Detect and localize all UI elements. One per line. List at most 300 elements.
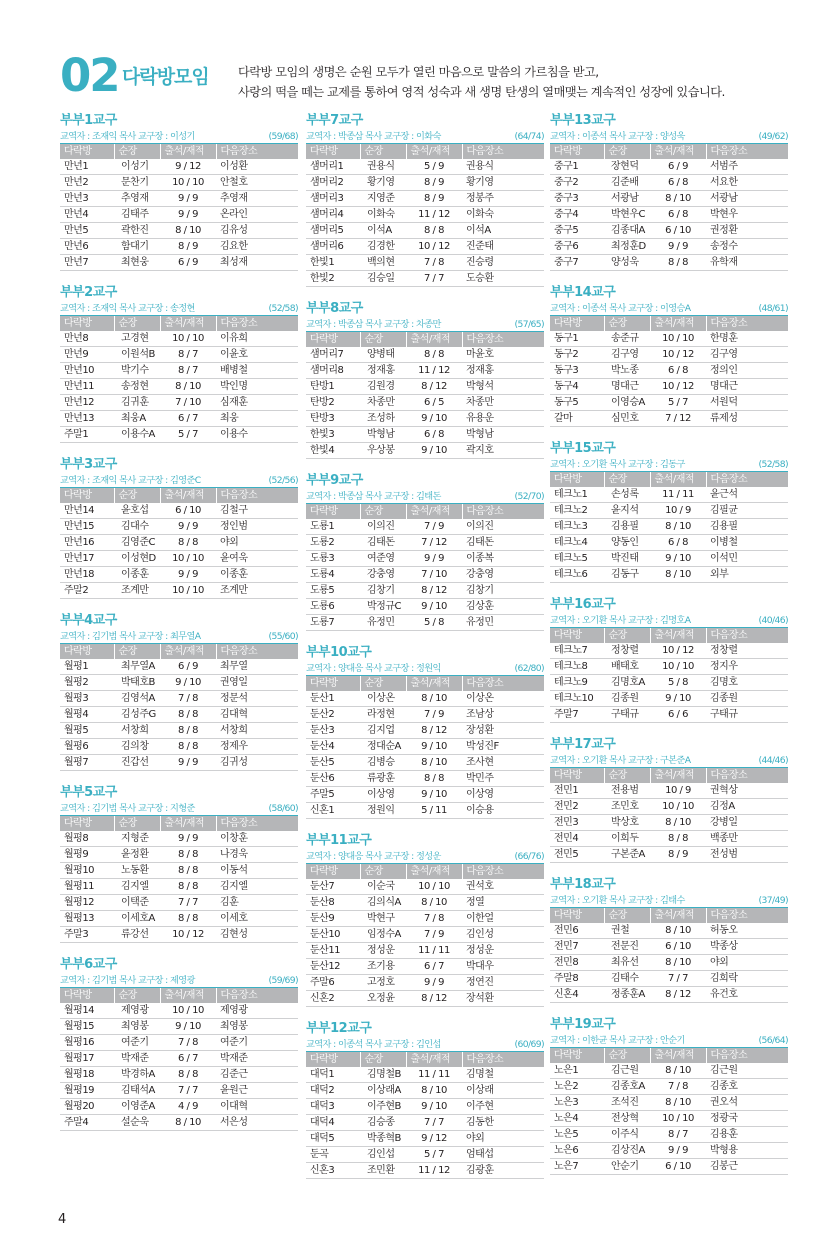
description-line: 다락방 모임의 생명은 순원 모두가 열린 마음으로 말씀의 가르침을 받고,: [238, 65, 599, 79]
table-cell: 박현구: [360, 911, 406, 927]
table-cell: 10 / 10: [406, 879, 462, 895]
table-cell: 9 / 9: [160, 207, 216, 223]
group-info: [306, 489, 544, 504]
column-header: 출석/재적: [406, 144, 462, 159]
table-cell: 8 / 10: [406, 691, 462, 707]
table-body: [60, 331, 298, 443]
table-cell: 김의식A: [360, 895, 406, 911]
table-row: [550, 395, 788, 411]
table-cell: 7 / 8: [160, 691, 216, 707]
group-staff: 교역자 : 양대응 목사 교구장 : 정성운: [306, 851, 441, 862]
column-header: 순장: [604, 316, 650, 331]
table-cell: 야외: [706, 955, 788, 971]
column-header: 다락방: [60, 644, 114, 659]
table-cell: 최영봉: [114, 1019, 160, 1035]
table-cell: 7 / 7: [406, 1115, 462, 1131]
table-cell: 명대근: [706, 379, 788, 395]
group-info: [550, 1033, 788, 1048]
table-cell: 8 / 8: [406, 347, 462, 363]
column-header: 다음장소: [706, 628, 788, 643]
table-body: [60, 159, 298, 271]
table-cell: 전민1: [550, 783, 604, 799]
table-cell: 10 / 10: [160, 583, 216, 599]
table-cell: 서창희: [216, 723, 298, 739]
table-cell: 월평17: [60, 1051, 114, 1067]
table-cell: 8 / 10: [160, 379, 216, 395]
table-header: [550, 768, 788, 783]
group-info: [60, 629, 298, 644]
column-header: 다락방: [550, 144, 604, 159]
table-cell: 정제우: [216, 739, 298, 755]
table-cell: 김정A: [706, 799, 788, 815]
table-body: [60, 659, 298, 771]
table-cell: 둔산3: [306, 723, 360, 739]
table-row: [550, 783, 788, 799]
table-cell: 김성주G: [114, 707, 160, 723]
table-cell: 김종호: [706, 1079, 788, 1095]
table-cell: 김용필: [604, 519, 650, 535]
table-cell: 김영석A: [114, 691, 160, 707]
group-attendance-total: (48/61): [758, 303, 788, 314]
table-cell: 조계만: [114, 583, 160, 599]
table-cell: 9 / 10: [160, 1019, 216, 1035]
header-row: [306, 504, 544, 519]
table-cell: 박재준: [216, 1051, 298, 1067]
table-row: [550, 379, 788, 395]
table-cell: 둔곡: [306, 1147, 360, 1163]
table-cell: 강충영: [462, 567, 544, 583]
group-title: 부부17교구: [550, 737, 616, 752]
table-cell: 샘머리8: [306, 363, 360, 379]
table-cell: 김인성: [462, 927, 544, 943]
table-cell: 이석A: [360, 223, 406, 239]
table-cell: 박현우C: [604, 207, 650, 223]
column-header: 출석/재적: [406, 332, 462, 347]
table-cell: 최웅: [216, 411, 298, 427]
group-block: [550, 284, 788, 427]
table-cell: 10 / 9: [650, 503, 706, 519]
table-cell: 중구3: [550, 191, 604, 207]
table-cell: 김승종: [360, 1115, 406, 1131]
table-cell: 9 / 9: [160, 519, 216, 535]
group-title: 부부1교구: [60, 113, 117, 128]
table-cell: 김근원: [706, 1063, 788, 1079]
table-cell: 문찬기: [114, 175, 160, 191]
table-cell: 김병승: [360, 755, 406, 771]
table-cell: 7 / 7: [160, 895, 216, 911]
table-cell: 진갑선: [114, 755, 160, 771]
table-cell: 윤근석: [706, 487, 788, 503]
table-cell: 송준규: [604, 331, 650, 347]
table-cell: 테크노6: [550, 567, 604, 583]
column-header: 출석/재적: [650, 144, 706, 159]
table-row: [60, 223, 298, 239]
table-row: [550, 939, 788, 955]
table-row: [60, 1051, 298, 1067]
table-cell: 서광남: [706, 191, 788, 207]
table-cell: 월평4: [60, 707, 114, 723]
table-cell: 추영재: [216, 191, 298, 207]
table-row: [60, 659, 298, 675]
table-cell: 이윤호: [216, 347, 298, 363]
table-cell: 서범주: [706, 159, 788, 175]
table-cell: 둔산7: [306, 879, 360, 895]
column-header: 순장: [360, 504, 406, 519]
table-cell: 11 / 12: [406, 207, 462, 223]
table-cell: 김명호: [706, 675, 788, 691]
table-row: [306, 691, 544, 707]
column-header: 출석/재적: [406, 676, 462, 691]
table-row: [306, 395, 544, 411]
table-row: [550, 411, 788, 427]
table-cell: 8 / 8: [650, 255, 706, 271]
table-cell: 한빛2: [306, 271, 360, 287]
table-cell: 최정훈D: [604, 239, 650, 255]
table-cell: 김희락: [706, 971, 788, 987]
section-number: 02: [60, 49, 119, 102]
table-cell: 이창훈: [216, 831, 298, 847]
table-cell: 9 / 10: [406, 739, 462, 755]
table-cell: 마윤호: [462, 347, 544, 363]
table-cell: 5 / 9: [406, 159, 462, 175]
table-cell: 6 / 10: [650, 939, 706, 955]
table-cell: 박성진F: [462, 739, 544, 755]
table-cell: 7 / 12: [406, 535, 462, 551]
group-title: 부부14교구: [550, 285, 616, 300]
table-cell: 신혼4: [550, 987, 604, 1003]
table-row: [306, 1131, 544, 1147]
table-row: [306, 771, 544, 787]
table-cell: 8 / 10: [160, 1115, 216, 1131]
group-attendance-total: (64/74): [514, 131, 544, 142]
group-title: 부부8교구: [306, 301, 363, 316]
table-cell: 8 / 12: [650, 987, 706, 1003]
table-cell: 심민호: [604, 411, 650, 427]
table-row: [306, 363, 544, 379]
table-row: [550, 1127, 788, 1143]
table-cell: 8 / 10: [650, 567, 706, 583]
table-cell: 이종복: [462, 551, 544, 567]
group-table: [550, 144, 788, 271]
table-cell: 조민호: [604, 799, 650, 815]
group-title: 부부6교구: [60, 957, 117, 972]
table-cell: 강병일: [706, 815, 788, 831]
group-attendance-total: (60/69): [514, 1039, 544, 1050]
table-row: [306, 255, 544, 271]
column-header: 다락방: [306, 504, 360, 519]
table-cell: 9 / 9: [160, 191, 216, 207]
group-info: [550, 893, 788, 908]
column-header: 다음장소: [462, 504, 544, 519]
table-cell: 양성욱: [604, 255, 650, 271]
table-row: [550, 815, 788, 831]
table-cell: 박형남: [462, 427, 544, 443]
column-header: 순장: [360, 332, 406, 347]
table-cell: 이상온: [462, 691, 544, 707]
table-row: [306, 535, 544, 551]
group-block: [306, 644, 544, 819]
table-body: [60, 831, 298, 943]
group-block: [60, 284, 298, 443]
header-row: [60, 488, 298, 503]
table-cell: 도룡2: [306, 535, 360, 551]
table-cell: 중구1: [550, 159, 604, 175]
table-row: [306, 207, 544, 223]
column-header: 다락방: [550, 316, 604, 331]
group-staff: 교역자 : 박종삼 목사 교구장 : 김태돈: [306, 491, 441, 502]
table-row: [306, 787, 544, 803]
table-cell: 최영봉: [216, 1019, 298, 1035]
column-header: 순장: [604, 1048, 650, 1063]
table-cell: 샘머리2: [306, 175, 360, 191]
description-line: 사랑의 떡을 떼는 교제를 통하여 영적 성숙과 새 생명 탄생의 열매맺는 계속적인 성장에 있습니다.: [238, 85, 725, 99]
table-cell: 9 / 12: [160, 159, 216, 175]
group-block: [60, 112, 298, 271]
table-cell: 둔산10: [306, 927, 360, 943]
column-header: 순장: [360, 1052, 406, 1067]
table-cell: 만년6: [60, 239, 114, 255]
table-header: [60, 488, 298, 503]
table-header: [306, 1052, 544, 1067]
header-row: [60, 316, 298, 331]
header-row: [306, 332, 544, 347]
table-cell: 동구1: [550, 331, 604, 347]
section-title: 다락방모임: [122, 66, 209, 88]
group-table: [306, 676, 544, 819]
table-cell: 박재준: [114, 1051, 160, 1067]
table-row: [60, 739, 298, 755]
table-cell: 샘머리6: [306, 239, 360, 255]
group-table: [550, 472, 788, 583]
group-block: [306, 832, 544, 1007]
table-row: [60, 255, 298, 271]
table-cell: 9 / 9: [650, 1143, 706, 1159]
table-row: [60, 159, 298, 175]
group-staff: 교역자 : 오기환 목사 교구장 : 김태수: [550, 895, 685, 906]
table-cell: 권정환: [706, 223, 788, 239]
group-table: [550, 908, 788, 1003]
table-row: [306, 583, 544, 599]
table-row: [550, 363, 788, 379]
group-table: [306, 504, 544, 631]
header-row: [550, 316, 788, 331]
table-cell: 중구4: [550, 207, 604, 223]
table-cell: 이원석B: [114, 347, 160, 363]
table-cell: 만년18: [60, 567, 114, 583]
table-cell: 샘머리5: [306, 223, 360, 239]
group-attendance-total: (44/46): [758, 755, 788, 766]
table-cell: 여준기: [114, 1035, 160, 1051]
column-header: 출석/재적: [160, 988, 216, 1003]
table-cell: 정봉주: [462, 191, 544, 207]
table-cell: 7 / 8: [160, 1035, 216, 1051]
table-cell: 주말3: [60, 927, 114, 943]
header-row: [550, 1048, 788, 1063]
table-cell: 월평15: [60, 1019, 114, 1035]
table-row: [60, 707, 298, 723]
table-cell: 8 / 8: [160, 723, 216, 739]
group-staff: 교역자 : 조재익 목사 교구장 : 이성기: [60, 131, 195, 142]
column-header: 출석/재적: [160, 644, 216, 659]
table-row: [550, 239, 788, 255]
table-cell: 5 / 7: [160, 427, 216, 443]
table-cell: 박정규C: [360, 599, 406, 615]
table-row: [306, 1163, 544, 1179]
table-cell: 테크노7: [550, 643, 604, 659]
table-cell: 제영광: [216, 1003, 298, 1019]
table-cell: 구태규: [706, 707, 788, 723]
table-row: [550, 707, 788, 723]
table-cell: 9 / 10: [650, 551, 706, 567]
table-cell: 만년1: [60, 159, 114, 175]
table-cell: 김원경: [360, 379, 406, 395]
group-attendance-total: (52/70): [514, 491, 544, 502]
table-cell: 한명훈: [706, 331, 788, 347]
table-cell: 월평19: [60, 1083, 114, 1099]
group-staff: 교역자 : 양대응 목사 교구장 : 정원익: [306, 663, 441, 674]
column-header: 순장: [360, 676, 406, 691]
table-cell: 박대우: [462, 959, 544, 975]
table-cell: 6 / 9: [650, 159, 706, 175]
column-right: [550, 112, 788, 1188]
table-cell: 김태돈: [462, 535, 544, 551]
table-cell: 대덕2: [306, 1083, 360, 1099]
header-row: [550, 144, 788, 159]
group-table: [306, 144, 544, 287]
table-row: [60, 395, 298, 411]
table-cell: 정인범: [216, 519, 298, 535]
column-header: 순장: [114, 316, 160, 331]
table-body: [550, 159, 788, 271]
column-header: 다음장소: [462, 332, 544, 347]
table-row: [306, 927, 544, 943]
table-row: [60, 691, 298, 707]
table-cell: 9 / 10: [650, 691, 706, 707]
table-row: [306, 223, 544, 239]
table-cell: 10 / 12: [650, 643, 706, 659]
column-header: 출석/재적: [650, 472, 706, 487]
table-cell: 전상혁: [604, 1111, 650, 1127]
table-row: [306, 1115, 544, 1131]
table-cell: 김유성: [216, 223, 298, 239]
table-cell: 정열: [462, 895, 544, 911]
column-header: 출석/재적: [650, 316, 706, 331]
table-header: [60, 988, 298, 1003]
table-cell: 배태호: [604, 659, 650, 675]
table-cell: 한빛4: [306, 443, 360, 459]
table-cell: 만년8: [60, 331, 114, 347]
column-header: 다음장소: [706, 472, 788, 487]
table-cell: 9 / 10: [406, 599, 462, 615]
group-title: 부부2교구: [60, 285, 117, 300]
table-row: [550, 487, 788, 503]
group-title: 부부15교구: [550, 441, 616, 456]
table-cell: 7 / 7: [406, 271, 462, 287]
table-row: [60, 551, 298, 567]
table-row: [550, 1159, 788, 1175]
table-cell: 김준근: [216, 1067, 298, 1083]
table-cell: 도룡4: [306, 567, 360, 583]
group-block: [306, 300, 544, 459]
table-cell: 대덕1: [306, 1067, 360, 1083]
table-cell: 월평13: [60, 911, 114, 927]
table-cell: 전성범: [706, 847, 788, 863]
group-block: [60, 612, 298, 771]
table-cell: 8 / 8: [160, 847, 216, 863]
table-cell: 김귀성: [216, 755, 298, 771]
table-cell: 이한얼: [462, 911, 544, 927]
table-cell: 만년10: [60, 363, 114, 379]
table-cell: 권영일: [216, 675, 298, 691]
column-header: 다음장소: [216, 316, 298, 331]
table-cell: 김요한: [216, 239, 298, 255]
table-cell: 노은2: [550, 1079, 604, 1095]
group-info: [306, 849, 544, 864]
table-cell: 테크노10: [550, 691, 604, 707]
table-cell: 9 / 10: [406, 411, 462, 427]
table-row: [306, 755, 544, 771]
table-cell: 권오석: [706, 1095, 788, 1111]
table-cell: 주말7: [550, 707, 604, 723]
table-cell: 8 / 9: [160, 239, 216, 255]
table-cell: 5 / 11: [406, 803, 462, 819]
table-row: [550, 987, 788, 1003]
table-cell: 10 / 10: [160, 175, 216, 191]
table-cell: 11 / 11: [650, 487, 706, 503]
table-cell: 조사현: [462, 755, 544, 771]
table-cell: 이주현: [462, 1099, 544, 1115]
table-cell: 6 / 5: [406, 395, 462, 411]
table-cell: 8 / 12: [406, 379, 462, 395]
table-cell: 신혼1: [306, 803, 360, 819]
table-cell: 이석A: [462, 223, 544, 239]
table-cell: 이주현B: [360, 1099, 406, 1115]
table-row: [60, 863, 298, 879]
table-row: [550, 847, 788, 863]
table-row: [306, 803, 544, 819]
table-cell: 김구영: [604, 347, 650, 363]
table-cell: 8 / 10: [406, 755, 462, 771]
table-cell: 전용범: [604, 783, 650, 799]
table-cell: 월평1: [60, 659, 114, 675]
group-title: 부부10교구: [306, 645, 372, 660]
group-staff: 교역자 : 이한균 목사 교구장 : 안순기: [550, 1035, 685, 1046]
table-cell: 김상진A: [604, 1143, 650, 1159]
table-cell: 김승일: [360, 271, 406, 287]
table-row: [550, 159, 788, 175]
table-cell: 8 / 7: [160, 363, 216, 379]
column-header: 출석/재적: [160, 316, 216, 331]
table-header: [550, 628, 788, 643]
table-row: [60, 567, 298, 583]
table-cell: 윤지석: [604, 503, 650, 519]
table-header: [550, 908, 788, 923]
table-cell: 최무열A: [114, 659, 160, 675]
table-cell: 김광훈: [462, 1163, 544, 1179]
table-cell: 김지업: [360, 723, 406, 739]
table-cell: 이의진: [360, 519, 406, 535]
group-info: [306, 1037, 544, 1052]
table-cell: 곽한진: [114, 223, 160, 239]
table-cell: 8 / 10: [650, 1095, 706, 1111]
group-block: [550, 736, 788, 863]
table-cell: 김태주: [114, 207, 160, 223]
table-cell: 6 / 8: [650, 535, 706, 551]
table-header: [306, 144, 544, 159]
table-cell: 7 / 8: [650, 1079, 706, 1095]
table-cell: 8 / 12: [406, 583, 462, 599]
column-middle: [306, 112, 544, 1192]
